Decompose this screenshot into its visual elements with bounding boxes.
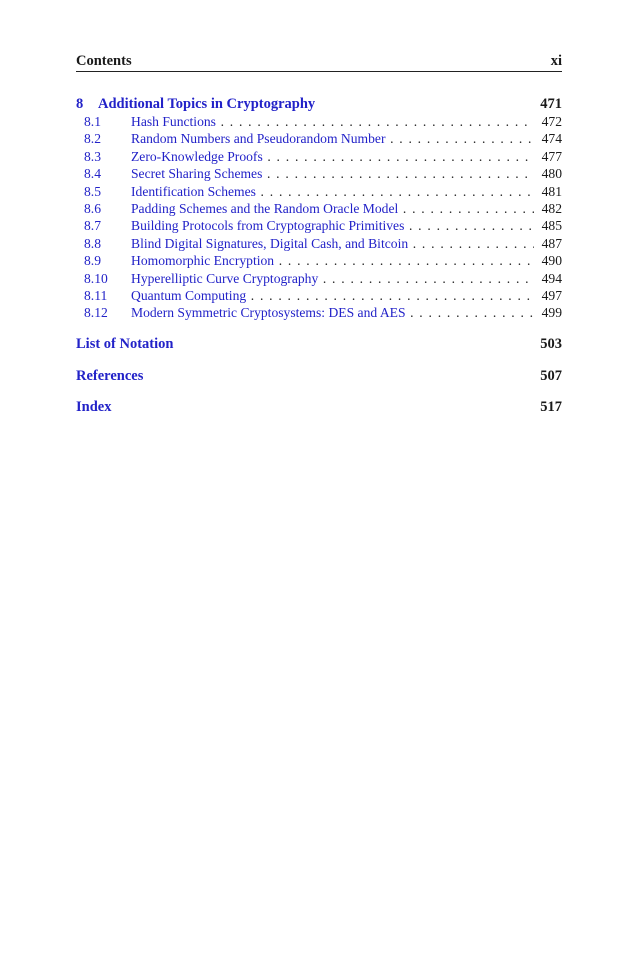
section-title-link[interactable]: Identification Schemes . . . xyxy=(131,183,534,200)
toc-section-entry[interactable] xyxy=(76,252,562,269)
toc-section-entry[interactable] xyxy=(76,183,562,200)
index-page-number: 517 xyxy=(540,399,562,415)
chapter-page-number: 471 xyxy=(540,96,562,112)
toc-section-entry[interactable] xyxy=(76,217,562,234)
toc-section-entry[interactable] xyxy=(76,270,562,287)
section-number[interactable]: 8.12 xyxy=(84,305,108,321)
section-number[interactable]: 8.6 xyxy=(84,200,101,216)
section-title-link[interactable]: Padding Schemes and the Random Oracle Model . . . xyxy=(131,200,534,217)
toc-section-entry[interactable] xyxy=(76,235,562,252)
section-page-number: 497 xyxy=(539,287,562,304)
list-of-notation-link[interactable]: List of Notation xyxy=(76,336,174,352)
toc-references-entry[interactable] xyxy=(76,366,562,386)
toc-list-of-notation-entry[interactable] xyxy=(76,334,562,354)
section-number[interactable]: 8.7 xyxy=(84,218,101,234)
toc-chapter-entry[interactable] xyxy=(76,94,562,114)
running-head xyxy=(76,51,562,72)
section-page-number: 485 xyxy=(539,217,562,234)
section-page-number: 481 xyxy=(539,183,562,200)
toc-section-entry[interactable] xyxy=(76,304,562,321)
index-link[interactable]: Index xyxy=(76,399,112,415)
section-page-number: 474 xyxy=(539,130,562,147)
section-page-number: 499 xyxy=(539,304,562,321)
references-link[interactable]: References xyxy=(76,368,144,384)
toc-section-entry[interactable] xyxy=(76,148,562,165)
section-page-number: 477 xyxy=(539,148,562,165)
section-number[interactable]: 8.9 xyxy=(84,253,101,269)
section-title-link[interactable]: Random Numbers and Pseudorandom Number . . . xyxy=(131,130,534,147)
section-page-number: 490 xyxy=(539,252,562,269)
section-title-link[interactable]: Blind Digital Signatures, Digital Cash, and Bitcoin . . . xyxy=(131,235,534,252)
toc-index-entry[interactable] xyxy=(76,397,562,417)
running-head-title: Contents xyxy=(76,53,132,69)
section-page-number: 482 xyxy=(539,200,562,217)
section-title-link[interactable]: Quantum Computing . . . xyxy=(131,287,534,304)
chapter-title-link[interactable]: Additional Topics in Cryptography xyxy=(98,96,316,112)
list-of-notation-page-number: 503 xyxy=(540,336,562,352)
section-page-number: 487 xyxy=(539,235,562,252)
section-title-link[interactable]: Modern Symmetric Cryptosystems: DES and AES . . . xyxy=(131,304,534,321)
toc-section-entry[interactable] xyxy=(76,130,562,147)
section-page-number: 472 xyxy=(539,113,562,130)
toc-section-entry[interactable] xyxy=(76,287,562,304)
section-title-link[interactable]: Hyperelliptic Curve Cryptography . . . xyxy=(131,270,534,287)
toc-section-entry[interactable] xyxy=(76,165,562,182)
references-page-number: 507 xyxy=(540,368,562,384)
section-number[interactable]: 8.5 xyxy=(84,183,101,199)
section-number[interactable]: 8.1 xyxy=(84,114,101,129)
toc-section-entry[interactable] xyxy=(76,200,562,217)
section-title-link[interactable]: Hash Functions . . . xyxy=(131,113,534,130)
section-number[interactable]: 8.3 xyxy=(84,148,101,164)
section-title-link[interactable]: Homomorphic Encryption . . . xyxy=(131,252,534,269)
section-number[interactable]: 8.11 xyxy=(84,287,108,303)
section-title-link[interactable]: Secret Sharing Schemes . . . xyxy=(131,165,534,182)
section-title-link[interactable]: Building Protocols from Cryptographic Primitives . . . xyxy=(131,217,534,234)
section-page-number: 494 xyxy=(539,270,562,287)
toc-section-entry[interactable] xyxy=(76,113,562,130)
running-head-page-number: xi xyxy=(550,53,562,69)
section-number[interactable]: 8.2 xyxy=(84,131,101,147)
toc-section-list xyxy=(76,113,562,322)
section-number[interactable]: 8.8 xyxy=(84,235,101,251)
chapter-number[interactable]: 8 xyxy=(76,96,84,112)
section-page-number: 480 xyxy=(539,165,562,182)
section-number[interactable]: 8.10 xyxy=(84,270,108,286)
section-number[interactable]: 8.4 xyxy=(84,166,101,182)
toc-page xyxy=(76,0,562,967)
section-title-link[interactable]: Zero-Knowledge Proofs . . . xyxy=(131,148,534,165)
